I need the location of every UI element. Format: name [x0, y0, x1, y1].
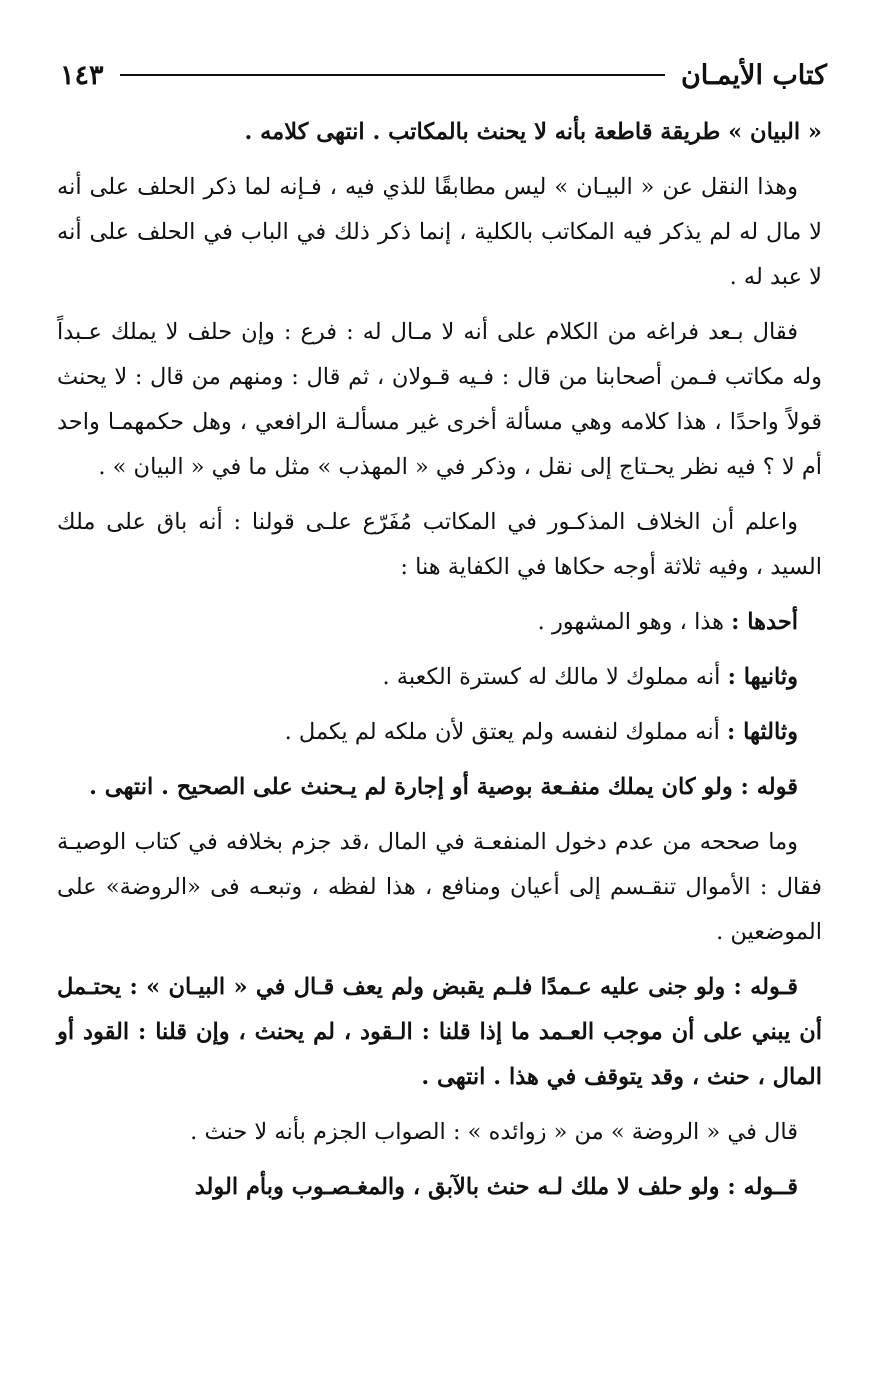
paragraph: « البيان » طريقة قاطعة بأنه لا يحنث بالمكاتب . انتهى كلامه .	[244, 119, 822, 145]
list-item	[57, 600, 822, 645]
running-header	[60, 55, 827, 95]
paragraph: وهذا النقل عن « البيـان » ليس مطابقًا للذي فيه ، فـإنه لما ذكر الحلف على أنه لا مال له لم يذكر فيه المكاتب بالكلية ، إنما ذكر ذلك في الباب في الحلف على أنه لا عبد له .	[57, 174, 822, 290]
list-item	[57, 655, 822, 700]
chapter-title: كتاب الأيمـان	[680, 59, 827, 91]
paragraph: قوله : ولو كان يملك منفـعة بوصية أو إجارة لم يـحنث على الصحيح . انتهى .	[89, 774, 798, 800]
list-item	[57, 710, 822, 755]
list-item-label: أحدها :	[731, 609, 798, 635]
list-item-text: أنه مملوك لنفسه ولم يعتق لأن ملكه لم يكمل .	[284, 719, 727, 745]
paragraph: وما صححه من عدم دخول المنفعـة في المال ،قد جزم بخلافه في كتاب الوصيـة فقال : الأموال تنقـسم إلى أعيان ومنافع ، هذا لفظه ، وتبعـه فى «الروضة» على الموضعين .	[57, 829, 822, 945]
list-item-label: وثالثها :	[727, 719, 798, 745]
paragraph: قـوله : ولو جنى عليه عـمدًا فلـم يقبض ولم يعف قـال في « البيـان » : يحتـمل أن يبني على أن موجب العـمد ما إذا قلنا : الـقود ، لم يحنث ، وإن قلنا : القود أو المال ، حنث ، وقد يتوقف في هذا . انتهى .	[57, 974, 822, 1090]
list-item-text: هذا ، وهو المشهور .	[537, 609, 732, 635]
list-item-text: أنه مملوك لا مالك له كسترة الكعبة .	[382, 664, 728, 690]
paragraph: فقال بـعد فراغه من الكلام على أنه لا مـال له : فرع : وإن حلف لا يملك عـبداً وله مكاتب فـمن أصحابنا من قال : فـيه قـولان ، ثم قال : ومنهم من قال : لا يحنث قولاً واحدًا ، هذا كلامه وهي مسألة أخرى غير مسألـة الرافعي ، وهل حكمهمـا واحد أم لا ؟ فيه نظر يحـتاج إلى نقل ، وذكر في « المهذب » مثل ما في « البيان » .	[57, 319, 822, 480]
page-body	[57, 110, 822, 1220]
paragraph: قــوله : ولو حلف لا ملك لـه حنث بالآبق ، والمغـصـوب وبأم الولد	[194, 1174, 798, 1200]
paragraph: قال في « الروضة » من « زوائده » : الصواب الجزم بأنه لا حنث .	[190, 1119, 798, 1145]
page-number: ١٤٣	[60, 59, 104, 91]
header-rule	[120, 74, 665, 76]
list-item-label: وثانيها :	[727, 664, 798, 690]
paragraph: واعلم أن الخلاف المذكـور في المكاتب مُفَرّع علـى قولنا : أنه باق على ملك السيد ، وفيه ثلاثة أوجه حكاها في الكفاية هنا :	[57, 509, 822, 580]
